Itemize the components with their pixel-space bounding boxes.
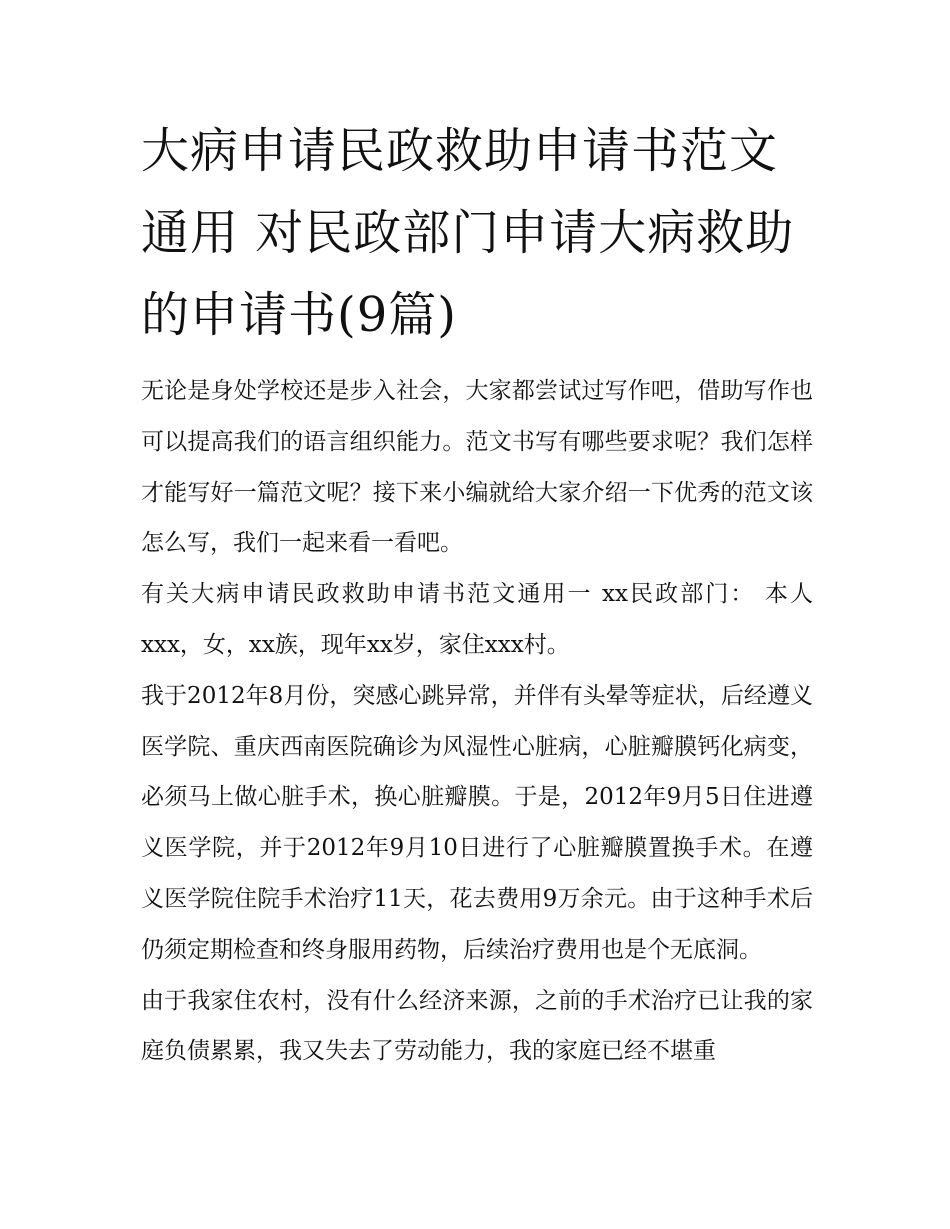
paragraph-applicant-info: 有关大病申请民政救助申请书范文通用一 xx民政部门： 本人xxx，女，xx族，现年xx岁，家住xxx村。 — [141, 581, 813, 658]
paragraph-medical-history: 我于2012年8月份，突感心跳异常，并伴有头晕等症状，后经遵义医学院、重庆西南医院确诊为风湿性心脏病，心脏瓣膜钙化病变，必须马上做心脏手术，换心脏瓣膜。于是，2012年9月5日住进遵义医学院，并于2012年9月10日进行了心脏瓣膜置换手术。在遵义医学院住院手术治疗11天，花去费用9万余元。由于这种手术后仍须定期检查和终身服用药物，后续治疗费用也是个无底洞。 — [141, 682, 813, 963]
paragraph-intro: 无论是身处学校还是步入社会，大家都尝试过写作吧，借助写作也可以提高我们的语言组织能力。范文书写有哪些要求呢？我们怎样才能写好一篇范文呢？接下来小编就给大家介绍一下优秀的范文该怎么写，我们一起来看一看吧。 — [141, 378, 813, 557]
document-body — [141, 366, 813, 1077]
document-title: 大病申请民政救助申请书范文通用 对民政部门申请大病救助的申请书(9篇) — [141, 123, 795, 343]
document-page — [141, 110, 813, 1077]
paragraph-financial-situation: 由于我家住农村，没有什么经济来源，之前的手术治疗已让我的家庭负债累累，我又失去了劳动能力，我的家庭已经不堪重 — [141, 987, 813, 1065]
